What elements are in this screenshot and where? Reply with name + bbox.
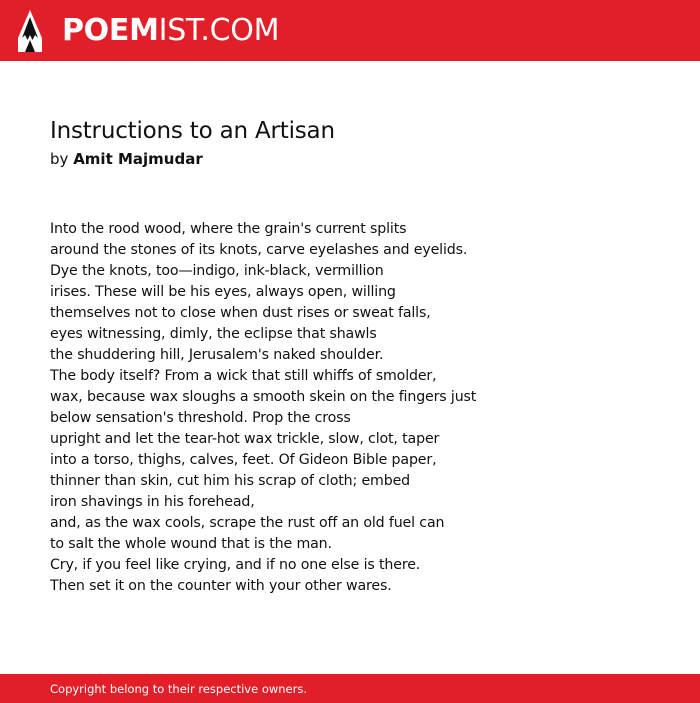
poem-line: below sensation's threshold. Prop the cross [50,410,351,426]
poem-line: eyes witnessing, dimly, the eclipse that shawls [50,326,377,342]
site-logo-link[interactable] [16,8,279,54]
poem-line: into a torso, thighs, calves, feet. Of Gideon Bible paper, [50,452,437,468]
poem-line: Cry, if you feel like crying, and if no one else is there. [50,557,421,573]
poem-line: Dye the knots, too—indigo, ink-black, vermillion [50,263,384,279]
by-label: by [50,150,69,168]
copyright-notice: Copyright belong to their respective owners. [50,682,308,696]
site-footer [0,674,700,703]
poem-line: the shuddering hill, Jerusalem's naked shoulder. [50,347,384,363]
poem-line: around the stones of its knots, carve eyelashes and eyelids. [50,242,468,258]
poem-line: wax, because wax sloughs a smooth skein on the fingers just [50,389,477,405]
poem-body [50,219,510,597]
site-logo-text [62,8,279,54]
poem-title: Instructions to an Artisan [50,118,335,144]
poem-line: Then set it on the counter with your other wares. [50,578,392,594]
pen-nib-icon [16,9,44,53]
poem-line: iron shavings in his forehead, [50,494,255,510]
poem-line: thinner than skin, cut him his scrap of cloth; embed [50,473,411,489]
poem-line: and, as the wax cools, scrape the rust off an old fuel can [50,515,445,531]
poem-line: themselves not to close when dust rises or sweat falls, [50,305,431,321]
poem-line: Into the rood wood, where the grain's current splits [50,221,407,237]
poem-byline [50,148,203,170]
logo-light-text: IST.COM [158,13,280,48]
poem-line: upright and let the tear-hot wax trickle, slow, clot, taper [50,431,440,447]
poem-line: to salt the whole wound that is the man. [50,536,332,552]
poem-line: The body itself? From a wick that still whiffs of smolder, [50,368,437,384]
logo-bold-text: POEM [62,13,159,48]
poem-author: Amit Majmudar [73,150,203,168]
poem-line: irises. These will be his eyes, always open, willing [50,284,396,300]
site-header [0,0,700,61]
